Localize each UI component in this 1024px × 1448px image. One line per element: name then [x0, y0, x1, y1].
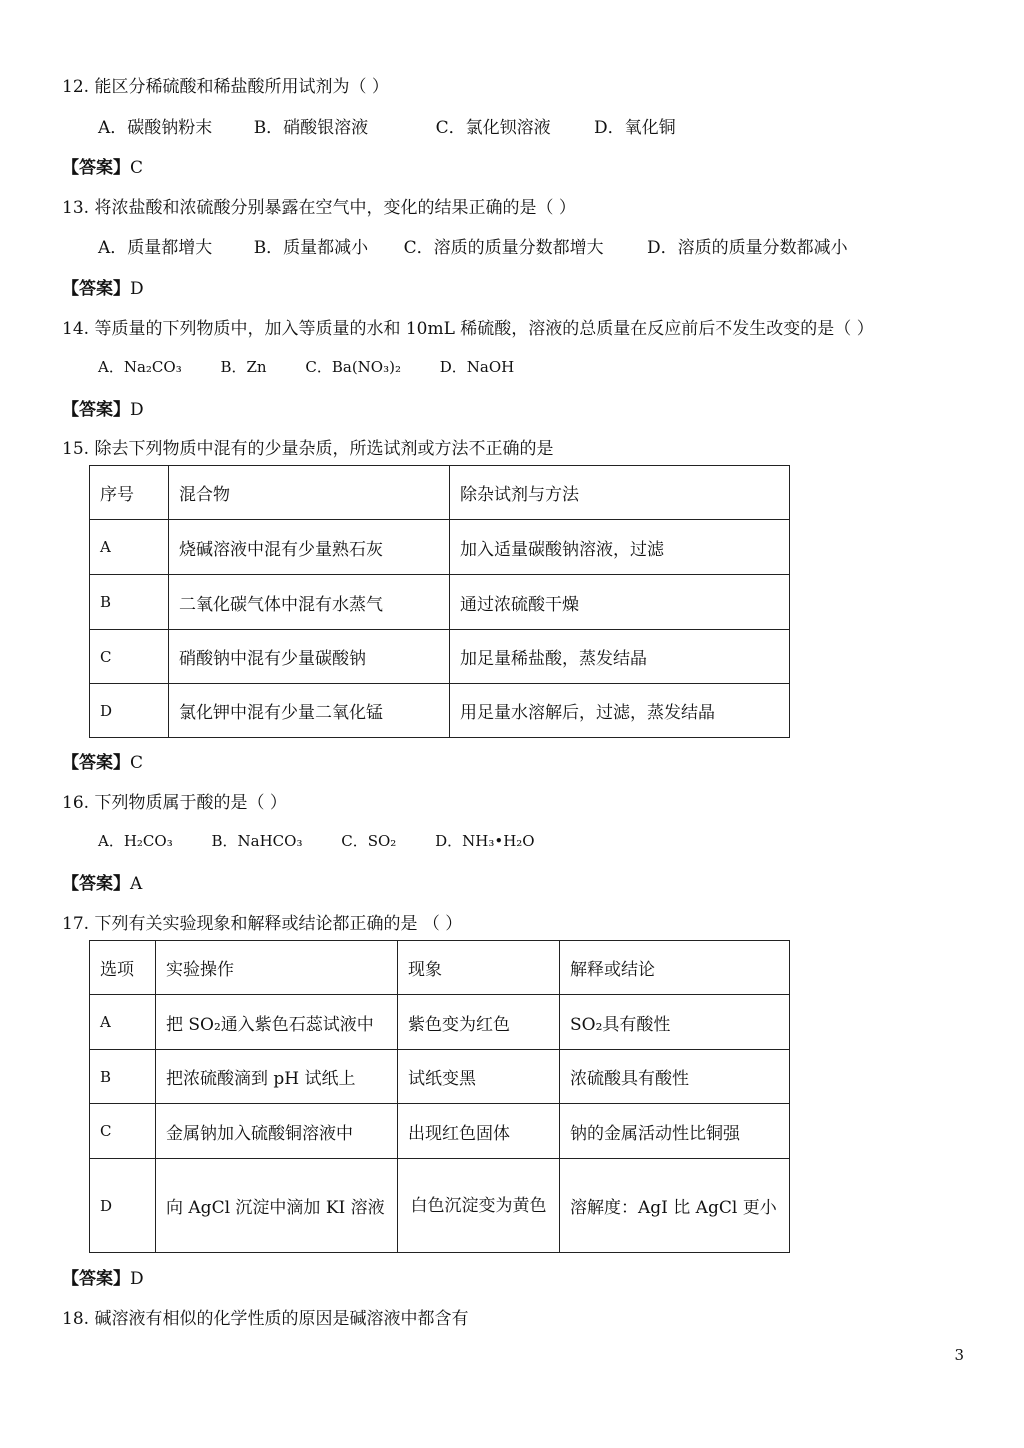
table-header-cell: 实验操作 [156, 941, 398, 995]
question-16-options [98, 830, 535, 851]
answer-label: 【答案】 [62, 753, 130, 773]
table-row [90, 684, 790, 738]
table-header-cell: 混合物 [169, 466, 450, 520]
table-cell: 紫色变为红色 [398, 995, 560, 1050]
option-d: D．氧化铜 [594, 118, 676, 138]
table-header-cell: 现象 [398, 941, 560, 995]
question-14-options [98, 356, 514, 377]
table-cell: D [90, 684, 169, 738]
question-14-answer [62, 395, 144, 420]
table-header-row [90, 941, 790, 995]
option-b: B．NaHCO₃ [211, 832, 303, 850]
table-cell: 硝酸钠中混有少量碳酸钠 [169, 630, 450, 684]
table-cell: 烧碱溶液中混有少量熟石灰 [169, 520, 450, 575]
table-cell: A [90, 995, 156, 1050]
table-cell: 氯化钾中混有少量二氧化锰 [169, 684, 450, 738]
answer-value: D [130, 400, 144, 420]
table-row [90, 995, 790, 1050]
table-cell: 通过浓硫酸干燥 [450, 575, 790, 630]
option-d: D．NH₃•H₂O [435, 832, 535, 850]
table-cell: 溶解度：AgI 比 AgCl 更小 [560, 1159, 790, 1253]
answer-label: 【答案】 [62, 158, 130, 178]
option-a: A．Na₂CO₃ [98, 358, 182, 376]
table-cell: 钠的金属活动性比铜强 [560, 1104, 790, 1159]
question-17-stem: 17. 下列有关实验现象和解释或结论都正确的是 （ ） [62, 914, 463, 934]
table-cell: 白色沉淀变为黄色 [398, 1159, 560, 1253]
table-cell: 出现红色固体 [398, 1104, 560, 1159]
answer-value: D [130, 279, 144, 299]
option-d: D．NaOH [439, 358, 515, 376]
table-cell: C [90, 1104, 156, 1159]
question-15-table [89, 465, 790, 738]
answer-label: 【答案】 [62, 874, 130, 894]
question-16-answer [62, 869, 142, 894]
table-cell: 把 SO₂通入紫色石蕊试液中 [156, 995, 398, 1050]
table-row [90, 630, 790, 684]
table-cell: 把浓硫酸滴到 pH 试纸上 [156, 1050, 398, 1104]
question-12-options [98, 113, 676, 138]
question-15-answer [62, 748, 143, 773]
option-c: C．SO₂ [341, 832, 397, 850]
table-row [90, 1104, 790, 1159]
table-cell: 加入适量碳酸钠溶液，过滤 [450, 520, 790, 575]
option-a: A．H₂CO₃ [98, 832, 173, 850]
table-row [90, 1159, 790, 1253]
table-cell: 向 AgCl 沉淀中滴加 KI 溶液 [156, 1159, 398, 1253]
table-cell: A [90, 520, 169, 575]
option-b: B．质量都减小 [253, 238, 369, 258]
option-d: D．溶质的质量分数都减小 [647, 238, 848, 258]
question-18-stem: 18. 碱溶液有相似的化学性质的原因是碱溶液中都含有 [62, 1309, 469, 1329]
answer-label: 【答案】 [62, 1269, 130, 1289]
table-cell: D [90, 1159, 156, 1253]
question-15-stem: 15. 除去下列物质中混有的少量杂质，所选试剂或方法不正确的是 [62, 439, 554, 459]
table-cell: 金属钠加入硫酸铜溶液中 [156, 1104, 398, 1159]
table-cell: B [90, 1050, 156, 1104]
table-cell: SO₂具有酸性 [560, 995, 790, 1050]
option-b: B．Zn [220, 358, 267, 376]
answer-label: 【答案】 [62, 400, 130, 420]
table-cell: 浓硫酸具有酸性 [560, 1050, 790, 1104]
question-13-stem: 13. 将浓盐酸和浓硫酸分别暴露在空气中，变化的结果正确的是（ ） [62, 198, 576, 218]
table-cell: C [90, 630, 169, 684]
answer-value: A [130, 874, 143, 894]
option-c: C．氯化钡溶液 [435, 118, 551, 138]
question-17-answer [62, 1264, 144, 1289]
option-a: A．质量都增大 [98, 238, 213, 258]
table-header-cell: 序号 [90, 466, 169, 520]
option-b: B．硝酸银溶液 [253, 118, 369, 138]
table-cell: B [90, 575, 169, 630]
question-13-options [98, 233, 848, 258]
question-16-stem: 16. 下列物质属于酸的是（ ） [62, 793, 287, 813]
question-12-answer [62, 153, 143, 178]
table-cell: 试纸变黑 [398, 1050, 560, 1104]
table-header-cell: 除杂试剂与方法 [450, 466, 790, 520]
page-number: 3 [954, 1346, 964, 1364]
answer-label: 【答案】 [62, 279, 130, 299]
answer-value: C [130, 158, 144, 178]
answer-value: C [130, 753, 144, 773]
table-header-cell: 解释或结论 [560, 941, 790, 995]
table-row [90, 575, 790, 630]
answer-value: D [130, 1269, 144, 1289]
table-header-row [90, 466, 790, 520]
question-12-stem: 12. 能区分稀硫酸和稀盐酸所用试剂为（ ） [62, 77, 389, 97]
table-cell: 用足量水溶解后，过滤，蒸发结晶 [450, 684, 790, 738]
question-17-table [89, 940, 790, 1253]
table-cell: 加足量稀盐酸，蒸发结晶 [450, 630, 790, 684]
question-14-stem: 14. 等质量的下列物质中，加入等质量的水和 10mL 稀硫酸，溶液的总质量在反应前后不发生改变的是（ ） [62, 319, 874, 339]
option-c: C．Ba(NO₃)₂ [305, 358, 401, 376]
option-a: A．碳酸钠粉末 [98, 118, 213, 138]
table-header-cell: 选项 [90, 941, 156, 995]
option-c: C．溶质的质量分数都增大 [403, 238, 604, 258]
question-13-answer [62, 274, 144, 299]
table-row [90, 1050, 790, 1104]
table-cell: 二氧化碳气体中混有水蒸气 [169, 575, 450, 630]
table-row [90, 520, 790, 575]
